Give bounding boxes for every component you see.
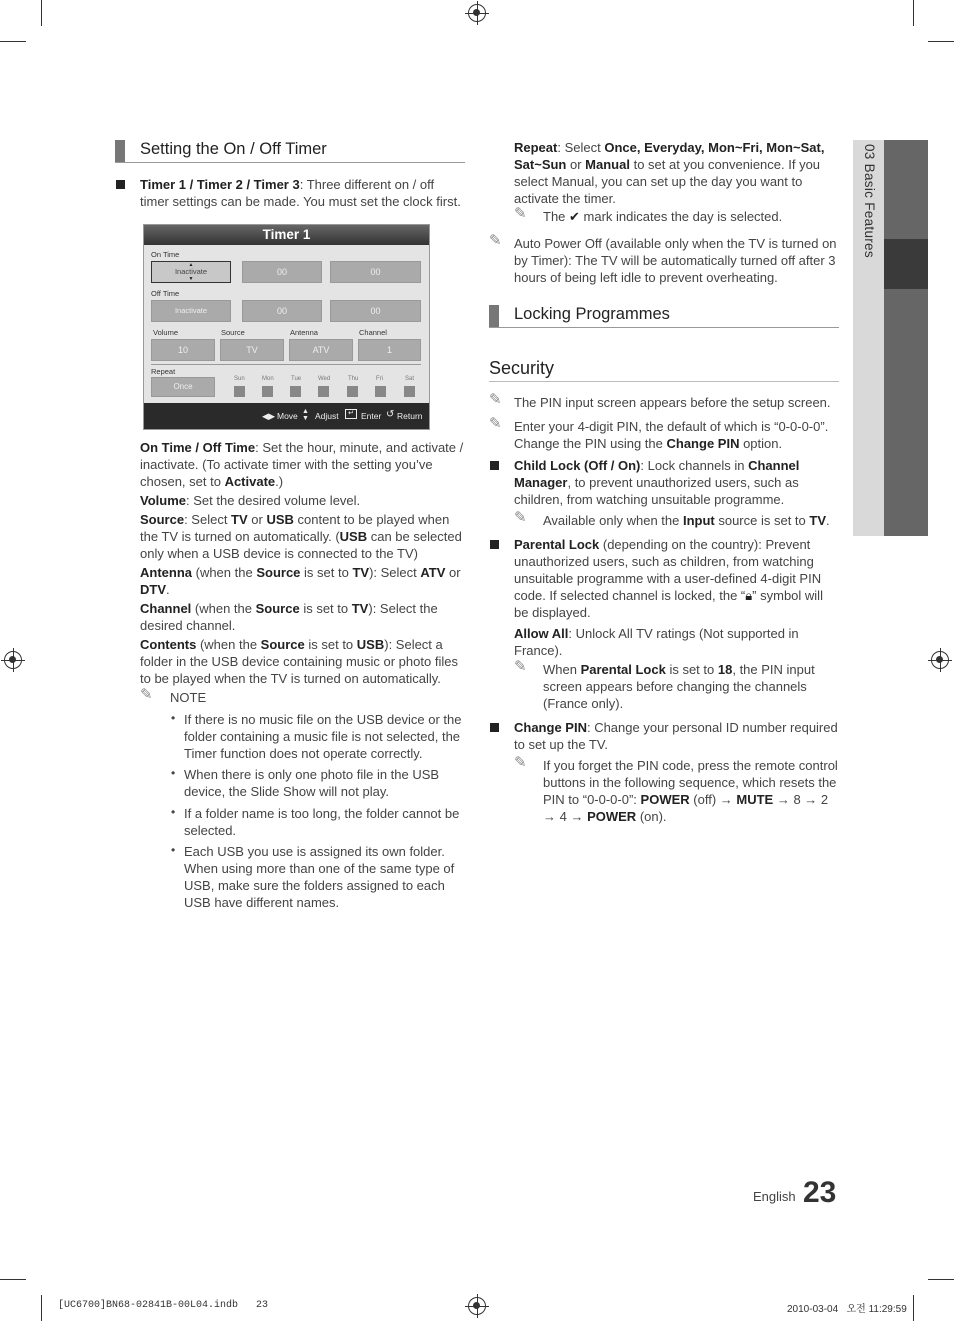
osd-on-min[interactable]: 00 — [330, 261, 421, 283]
osd-divider — [151, 364, 421, 365]
osd-off-hour[interactable]: 00 — [242, 300, 322, 322]
footer-language: English — [753, 1189, 796, 1204]
bullet-dot: • — [171, 711, 176, 725]
child-lock-note: Available only when the Input source is set to TV. — [543, 513, 830, 528]
channel-desc: Channel (when the Source is set to TV): Select the desired channel. — [140, 601, 438, 633]
return-icon: ↺ — [386, 409, 395, 420]
osd-source[interactable]: TV — [220, 339, 284, 361]
note-pencil-icon: ✎ — [514, 754, 527, 771]
change-pin-desc: Change PIN: Change your personal ID number required to set up the TV. — [514, 720, 838, 752]
osd-day-checkbox[interactable] — [234, 386, 245, 397]
osd-channel[interactable]: 1 — [358, 339, 421, 361]
note-pencil-icon: ✎ — [489, 232, 502, 249]
check-mark-icon: ✔ — [569, 209, 580, 224]
registration-mark-icon — [931, 651, 949, 669]
antenna-desc: Antenna (when the Source is set to TV): Select ATV or DTV. — [140, 565, 461, 597]
osd-adjust: Adjust — [315, 411, 339, 421]
osd-day-label: Mon — [262, 376, 274, 382]
volume-desc: Volume: Set the desired volume level. — [140, 493, 361, 508]
section-bar — [115, 140, 125, 162]
auto-power-off-note: Auto Power Off (available only when the TV is turned on by Timer): The TV will be automatically turned off after 3 hours of being left idle to prevent overheating. — [514, 236, 837, 285]
lock-icon: 🔒︎ — [745, 588, 753, 603]
section-title: Setting the On / Off Timer — [140, 140, 327, 158]
osd-day-checkbox[interactable] — [347, 386, 358, 397]
osd-day-label: Sun — [234, 376, 245, 382]
allow-all-note: When Parental Lock is set to 18, the PIN input screen appears before changing the channels (France only). — [543, 662, 815, 711]
on-off-time-desc: On Time / Off Time: Set the hour, minute, and activate / inactivate. (To activate timer with the setting you’ve chosen, set to Activate.) — [140, 440, 464, 489]
osd-antenna[interactable]: ATV — [289, 339, 353, 361]
contents-desc: Contents (when the Source is set to USB): Select a folder in the USB device containing music or photo files to be played when the TV is turned on automatically. — [140, 637, 458, 686]
osd-day-label: Tue — [291, 376, 302, 382]
osd-channel-label: Channel — [359, 328, 387, 337]
osd-day-checkbox[interactable] — [318, 386, 329, 397]
section-bar — [489, 305, 499, 327]
repeat-note: The ✔ mark indicates the day is selected. — [543, 209, 783, 224]
osd-off-state[interactable]: Inactivate — [151, 300, 231, 322]
osd-day-label: Fri — [376, 376, 383, 382]
note-pencil-icon: ✎ — [489, 391, 502, 408]
crop-mark — [41, 0, 42, 26]
note-pencil-icon: ✎ — [514, 658, 527, 675]
parental-lock-desc: Parental Lock (depending on the country): Prevent unauthorized users, such as children, from watching unsuitable programme with a user-defined 4-digit PIN code. If selected channel is locked, the “🔒︎” symbol will be displayed. — [514, 537, 823, 620]
registration-mark-icon — [4, 651, 22, 669]
security-title: Security — [489, 358, 555, 378]
osd-source-label: Source — [221, 328, 245, 337]
osd-day-checkbox[interactable] — [290, 386, 301, 397]
note-item: If there is no music file on the USB device or the folder containing a music file is not selected, the Timer function does not operate correctly. — [184, 712, 462, 761]
note-pencil-icon: ✎ — [514, 205, 527, 222]
page-number: 23 — [803, 1176, 837, 1209]
bullet-square — [490, 723, 499, 732]
enter-icon: ↵ — [345, 409, 357, 419]
security-note-1: The PIN input screen appears before the setup screen. — [514, 395, 831, 410]
osd-volume-label: Volume — [153, 328, 179, 337]
osd-on-hour[interactable]: 00 — [242, 261, 322, 283]
bullet-square — [490, 461, 499, 470]
bullet-dot: • — [171, 843, 176, 857]
osd-title: Timer 1 — [144, 225, 429, 245]
section-rule — [115, 162, 465, 163]
chapter-tab-label: 03 Basic Features — [862, 144, 877, 258]
osd-volume[interactable]: 10 — [151, 339, 215, 361]
change-pin-note: If you forget the PIN code, press the remote control buttons in the following sequence, which resets the PIN to “0-0-0-0”: POWER (off) → MUTE → 8 → 2 → 4 → POWER (on). — [543, 758, 838, 824]
crop-mark — [0, 41, 26, 42]
osd-day-checkbox[interactable] — [375, 386, 386, 397]
section-rule — [489, 327, 839, 328]
bullet-dot: • — [171, 766, 176, 780]
note-pencil-icon: ✎ — [489, 415, 502, 432]
osd-day-label: Thu — [348, 376, 359, 382]
crop-mark — [928, 41, 954, 42]
note-item: Each USB you use is assigned its own folder. When using more than one of the same type of USB, make sure the folders assigned to each USB have different names. — [184, 844, 455, 910]
crop-mark — [41, 1295, 42, 1321]
source-desc: Source: Select TV or USB content to be played when the TV is turned on automatically. (USB can be selected only when a USB device is connected to the TV) — [140, 512, 462, 561]
crop-mark — [0, 1279, 26, 1280]
locking-title: Locking Programmes — [514, 305, 670, 323]
osd-footer — [144, 403, 429, 429]
allow-all-desc: Allow All: Unlock All TV ratings (Not supported in France). — [514, 626, 799, 658]
note-pencil-icon: ✎ — [140, 686, 153, 703]
osd-off-time-label: Off Time — [151, 289, 180, 298]
note-item: If a folder name is too long, the folder cannot be selected. — [184, 806, 460, 838]
osd-on-state[interactable]: ▲ Inactivate ▼ — [151, 261, 231, 283]
osd-day-label: Sat — [405, 376, 415, 382]
registration-mark-icon — [468, 4, 486, 22]
footer-print-date: 2010-03-04 오전 11:29:59 — [787, 1304, 907, 1315]
repeat-desc: Repeat: Select Once, Everyday, Mon~Fri, Mon~Sat, Sat~Sun or Manual to set at you convenience. If you select Manual, you can set up the day you want to activate the timer. — [514, 140, 825, 206]
osd-repeat[interactable]: Once — [151, 377, 215, 397]
osd-off-min[interactable]: 00 — [330, 300, 421, 322]
osd-antenna-label: Antenna — [290, 328, 318, 337]
note-pencil-icon: ✎ — [514, 509, 527, 526]
child-lock-desc: Child Lock (Off / On): Lock channels in Channel Manager, to prevent unauthorized users, such as children, from watching unsuitable programme. — [514, 458, 800, 507]
security-note-2: Enter your 4-digit PIN, the default of which is “0-0-0-0”. Change the PIN using the Change PIN option. — [514, 419, 829, 451]
adjust-icon: ▲ ▼ — [302, 408, 309, 422]
bullet-dot: • — [171, 805, 176, 819]
osd-day-label: Wed — [318, 376, 331, 382]
note-label: NOTE — [170, 690, 207, 705]
crop-mark — [928, 1279, 954, 1280]
bullet-square — [116, 180, 125, 189]
crop-mark — [913, 0, 914, 26]
bullet-square — [490, 540, 499, 549]
note-item: When there is only one photo file in the USB device, the Slide Show will not play. — [184, 767, 440, 799]
registration-mark-icon — [468, 1297, 486, 1315]
osd-repeat-label: Repeat — [151, 367, 176, 376]
osd-day-checkbox[interactable] — [404, 386, 415, 397]
osd-enter: Enter — [361, 411, 382, 421]
section-rule — [489, 381, 839, 382]
move-icon: ◀▶ — [262, 411, 276, 421]
footer-file-info: [UC6700]BN68-02841B-00L04.indb 23 — [58, 1300, 269, 1311]
timer-osd-screen — [143, 224, 430, 430]
chapter-tab-dark — [884, 140, 928, 536]
chapter-tab-marker — [884, 239, 928, 289]
osd-return: Return — [397, 411, 423, 421]
osd-on-time-label: On Time — [151, 250, 180, 259]
osd-move: Move — [277, 411, 298, 421]
timer-intro: Timer 1 / Timer 2 / Timer 3: Three different on / off timer settings can be made. You must set the clock first. — [140, 177, 461, 209]
crop-mark — [913, 1295, 914, 1321]
osd-day-checkbox[interactable] — [262, 386, 273, 397]
